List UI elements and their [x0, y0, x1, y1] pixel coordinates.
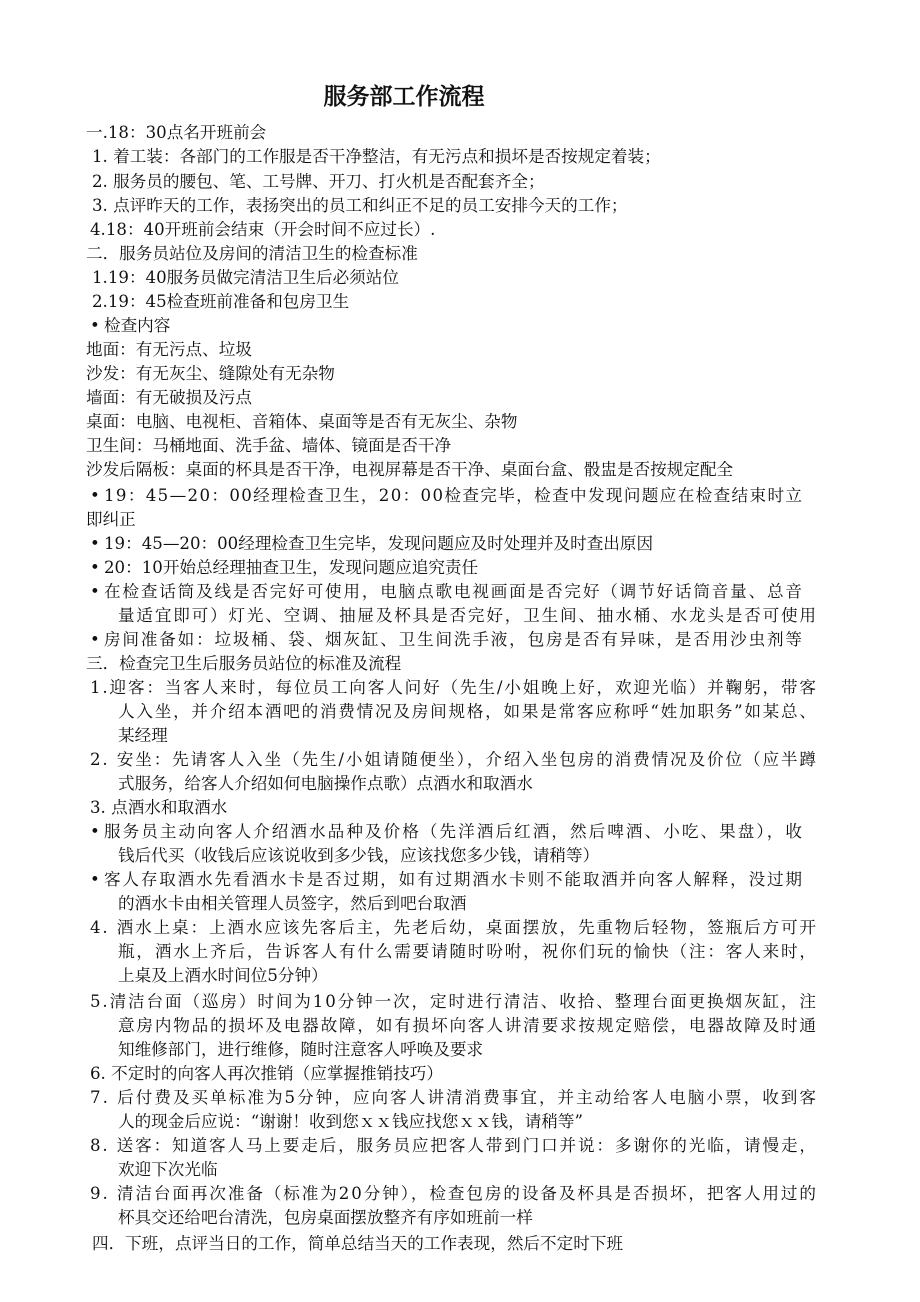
line-text: 1. 着工装：各部门的工作服是否干净整洁，有无污点和损坏是否按规定着装； [92, 147, 661, 166]
text-line [86, 508, 136, 532]
line-text: 沙发：有无灰尘、缝隙处有无杂物 [86, 364, 335, 383]
line-text: 5.清洁台面（巡房）时间为10分钟一次，定时进行清洁、收拾、整理台面更换烟灰缸，注 [90, 992, 818, 1011]
line-text: 19：45—20：00经理检查卫生完毕，发现问题应及时处理并及时查出原因 [104, 534, 654, 553]
text-line [118, 940, 818, 964]
text-line [92, 266, 399, 290]
text-line [90, 1182, 818, 1206]
bullet-icon: • [90, 558, 100, 577]
text-line [118, 1038, 483, 1062]
text-line [86, 242, 418, 266]
line-text: 9. 清洁台面再次准备（标准为20分钟），检查包房的设备及杯具是否损坏，把客人用过的 [90, 1184, 818, 1203]
text-line [118, 604, 818, 628]
line-text: 20：10开始总经理抽查卫生，发现问题应追究责任 [104, 558, 479, 577]
text-line [86, 338, 252, 362]
line-text: 式服务，给客人介绍如何电脑操作点歌）点酒水和取酒水 [118, 774, 533, 793]
bullet-icon: • [90, 630, 100, 649]
line-text: 的酒水卡由相关管理人员签字，然后到吧台取酒 [118, 894, 467, 913]
line-text: 2.19：45检查班前准备和包房卫生 [92, 292, 350, 311]
text-line [92, 1232, 623, 1256]
text-line [90, 314, 170, 338]
text-line [92, 170, 545, 194]
text-line [92, 194, 628, 218]
text-line [90, 748, 818, 772]
document-title: 服务部工作流程 [323, 84, 485, 110]
line-text: 量适宜即可）灯光、空调、抽屉及杯具是否完好，卫生间、抽水桶、水龙头是否可使用 [118, 606, 818, 625]
line-text: 欢迎下次光临 [118, 1160, 218, 1179]
text-line [90, 820, 804, 844]
text-line [118, 892, 466, 916]
text-line [90, 868, 804, 892]
text-line [92, 145, 661, 169]
text-line [90, 484, 803, 508]
line-text: 1.迎客：当客人来时，每位员工向客人问好（先生/小姐晚上好，欢迎光临）并鞠躬，带客 [90, 678, 818, 697]
line-text: 二．服务员站位及房间的清洁卫生的检查标准 [86, 244, 418, 263]
text-line [118, 1110, 583, 1134]
line-text: 三．检查完卫生后服务员站位的标准及流程 [86, 654, 402, 673]
text-line [90, 796, 227, 820]
text-line [90, 580, 804, 604]
text-line [90, 1134, 818, 1158]
line-text: 上桌及上酒水时间位5分钟） [118, 966, 328, 985]
line-text: 人的现金后应说：“谢谢！收到您ｘｘ钱应找您ｘｘ钱，请稍等” [118, 1112, 583, 1131]
line-text: 卫生间：马桶地面、洗手盆、墙体、镜面是否干净 [86, 436, 452, 455]
text-line [86, 362, 335, 386]
text-line [86, 652, 401, 676]
line-text: 2. 安坐：先请客人入坐（先生/小姐请随便坐），介绍入坐包房的消费情况及价位（应半蹲 [90, 750, 818, 769]
text-line [90, 1086, 818, 1110]
line-text: 在检查话筒及线是否完好可使用，电脑点歌电视画面是否完好（调节好话筒音量、总音 [104, 582, 804, 601]
line-text: 2. 服务员的腰包、笔、工号牌、开刀、打火机是否配套齐全； [92, 172, 545, 191]
text-line [90, 628, 804, 652]
line-text: 6. 不定时的向客人再次推销（应掌握推销技巧） [90, 1064, 443, 1083]
text-line [86, 410, 517, 434]
text-line [86, 121, 266, 145]
line-text: 3. 点评昨天的工作，表扬突出的员工和纠正不足的员工安排今天的工作； [92, 196, 628, 215]
text-line [86, 434, 451, 458]
line-text: 客人存取酒水先看酒水卡是否过期，如有过期酒水卡则不能取酒并向客人解释，没过期 [104, 870, 804, 889]
line-text: 4.18：40开班前会结束（开会时间不应过长）. [90, 220, 436, 239]
text-line [118, 844, 599, 868]
text-line [90, 676, 818, 700]
bullet-icon: • [90, 534, 100, 553]
text-line [90, 218, 435, 242]
text-line [92, 290, 349, 314]
line-text: 意房内物品的损坏及电器故障，如有损坏向客人讲清要求按规定赔偿，电器故障及时通 [118, 1016, 818, 1035]
line-text: 即纠正 [86, 510, 136, 529]
line-text: 墙面：有无破损及污点 [86, 388, 252, 407]
text-line [118, 700, 818, 724]
line-text: 四．下班，点评当日的工作，简单总结当天的工作表现，然后不定时下班 [92, 1234, 623, 1253]
text-line [118, 1206, 533, 1230]
line-text: 19：45—20：00经理检查卫生，20：00检查完毕，检查中发现问题应在检查结束时立 [104, 486, 804, 505]
text-line [86, 458, 733, 482]
line-text: 服务员主动向客人介绍酒水品种及价格（先洋酒后红酒，然后啤酒、小吃、果盘），收 [104, 822, 805, 841]
line-text: 桌面：电脑、电视柜、音箱体、桌面等是否有无灰尘、杂物 [86, 412, 518, 431]
bullet-icon: • [90, 316, 100, 335]
bullet-icon: • [90, 486, 100, 505]
line-text: 检查内容 [104, 316, 171, 335]
line-text: 知维修部门，进行维修，随时注意客人呼唤及要求 [118, 1040, 484, 1059]
line-text: 一.18：30点名开班前会 [86, 123, 267, 142]
line-text: 人入坐，并介绍本酒吧的消费情况及房间规格，如果是常客应称呼“姓加职务”如某总、 [118, 702, 818, 721]
text-line [118, 772, 533, 796]
bullet-icon: • [90, 582, 100, 601]
line-text: 房间准备如：垃圾桶、袋、烟灰缸、卫生间洗手液，包房是否有异味，是否用沙虫剂等 [104, 630, 804, 649]
text-line [90, 916, 818, 940]
line-text: 沙发后隔板：桌面的杯具是否干净，电视屏幕是否干净、桌面台盒、骰盅是否按规定配全 [86, 460, 734, 479]
text-line [90, 532, 653, 556]
bullet-icon: • [90, 870, 100, 889]
line-text: 4. 酒水上桌：上酒水应该先客后主，先老后幼，桌面摆放，先重物后轻物，签瓶后方可开 [90, 918, 818, 937]
bullet-icon: • [90, 822, 100, 841]
line-text: 7. 后付费及买单标准为5分钟，应向客人讲清消费事宜，并主动给客人电脑小票，收到客 [90, 1088, 818, 1107]
line-text: 地面：有无污点、垃圾 [86, 340, 252, 359]
text-line [118, 1158, 218, 1182]
text-line [90, 990, 818, 1014]
line-text: 某经理 [118, 726, 168, 745]
line-text: 1.19：40服务员做完清洁卫生后必须站位 [92, 268, 399, 287]
text-line [86, 386, 252, 410]
text-line [118, 724, 168, 748]
text-line [90, 1062, 443, 1086]
line-text: 8. 送客：知道客人马上要走后，服务员应把客人带到门口并说：多谢你的光临，请慢走， [90, 1136, 818, 1155]
line-text: 杯具交还给吧台清洗，包房桌面摆放整齐有序如班前一样 [118, 1208, 533, 1227]
text-line [90, 556, 478, 580]
text-line [118, 1014, 818, 1038]
line-text: 瓶，酒水上齐后，告诉客人有什么需要请随时吩咐，祝你们玩的愉快（注：客人来时， [118, 942, 818, 961]
text-line [118, 964, 328, 988]
line-text: 钱后代买（收钱后应该说收到多少钱，应该找您多少钱，请稍等） [118, 846, 600, 865]
line-text: 3. 点酒水和取酒水 [90, 798, 228, 817]
